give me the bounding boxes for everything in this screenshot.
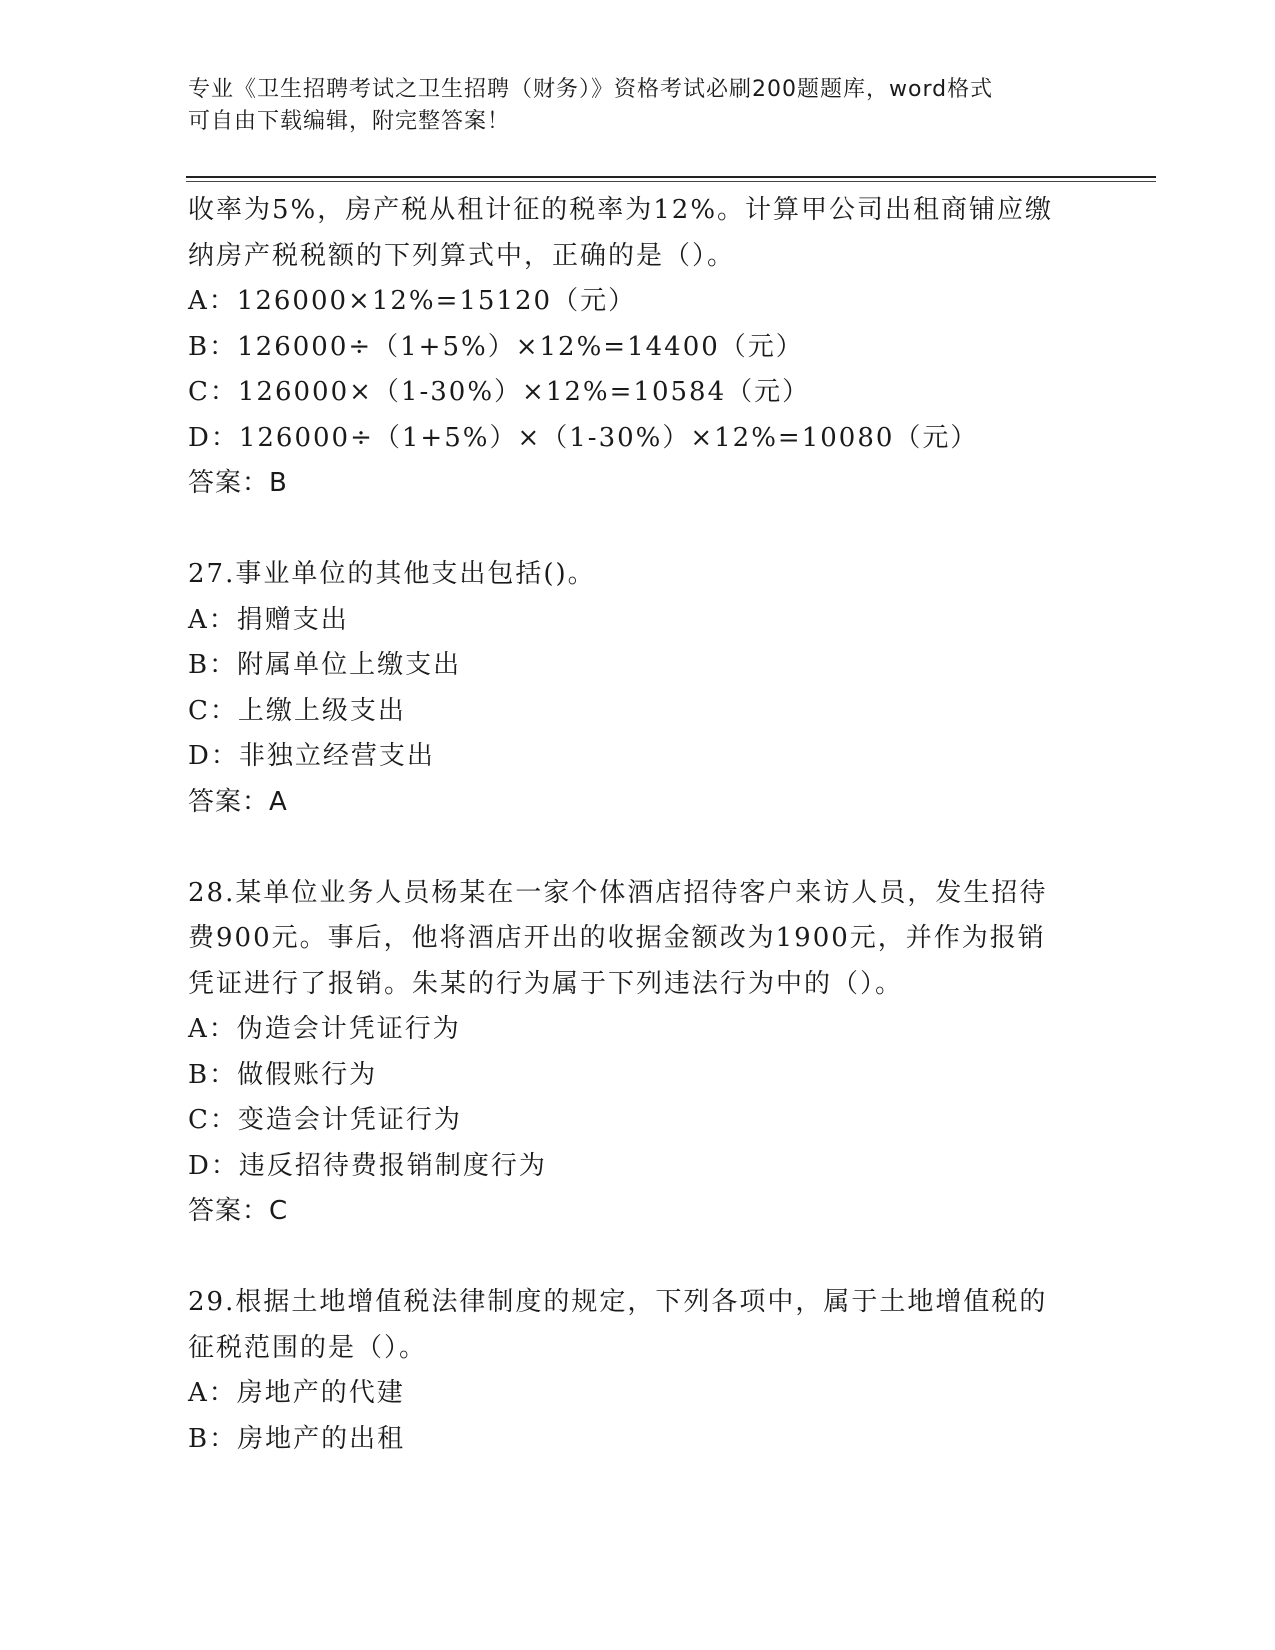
spacer — [188, 1235, 1088, 1281]
option-c: C：上缴上级支出 — [188, 695, 406, 726]
option-b: B：附属单位上缴支出 — [188, 650, 462, 680]
header-rule-thin — [186, 181, 1156, 182]
header-rule-thick — [186, 176, 1156, 178]
option-d: D：违反招待费报销制度行为 — [188, 1150, 547, 1181]
header-line-2: 可自由下载编辑，附完整答案！ — [188, 109, 511, 134]
question-stem: 费900元。事后，他将酒店开出的收据金额改为1900元，并作为报销 — [188, 923, 1046, 953]
spacer — [188, 825, 1088, 871]
option-a: A：房地产的代建 — [188, 1378, 405, 1408]
option-b: B：做假账行为 — [188, 1059, 378, 1090]
question-stem: 29.根据土地增值税法律制度的规定，下列各项中，属于土地增值税的 — [188, 1287, 1048, 1317]
question-stem: 28.某单位业务人员杨某在一家个体酒店招待客户来访人员，发生招待 — [188, 877, 1048, 908]
question-28 — [188, 871, 1088, 1235]
question-stem: 收率为5%，房产税从租计征的税率为12%。计算甲公司出租商铺应缴 — [188, 195, 1054, 225]
question-26 — [188, 188, 1088, 507]
option-d: D：126000÷（1+5%）×（1-30%）×12%=10080（元） — [188, 422, 979, 453]
question-list — [188, 188, 1088, 1462]
option-c: C：变造会计凭证行为 — [188, 1105, 462, 1135]
option-c: C：126000×（1-30%）×12%=10584（元） — [188, 377, 811, 407]
option-a: A：126000×12%=15120（元） — [188, 286, 637, 316]
question-stem: 凭证进行了报销。朱某的行为属于下列违法行为中的（）。 — [188, 968, 904, 999]
document-header — [188, 74, 1088, 138]
answer-label: 答案：B — [188, 468, 288, 498]
option-a: A：捐赠支出 — [188, 604, 349, 635]
answer-label: 答案：C — [188, 1196, 289, 1226]
question-stem: 征税范围的是（）。 — [188, 1332, 428, 1363]
option-b: B：房地产的出租 — [188, 1423, 406, 1454]
spacer — [188, 507, 1088, 553]
option-b: B：126000÷（1+5%）×12%=14400（元） — [188, 331, 804, 362]
question-27 — [188, 552, 1088, 825]
header-line-1: 专业《卫生招聘考试之卫生招聘（财务）》资格考试必刷200题题库，word格式 — [188, 77, 994, 102]
question-stem: 纳房产税税额的下列算式中，正确的是（）。 — [188, 240, 736, 271]
question-29 — [188, 1280, 1088, 1462]
option-a: A：伪造会计凭证行为 — [188, 1014, 461, 1044]
answer-label: 答案：A — [188, 786, 288, 817]
question-stem: 27.事业单位的其他支出包括()。 — [188, 559, 596, 589]
option-d: D：非独立经营支出 — [188, 741, 435, 771]
